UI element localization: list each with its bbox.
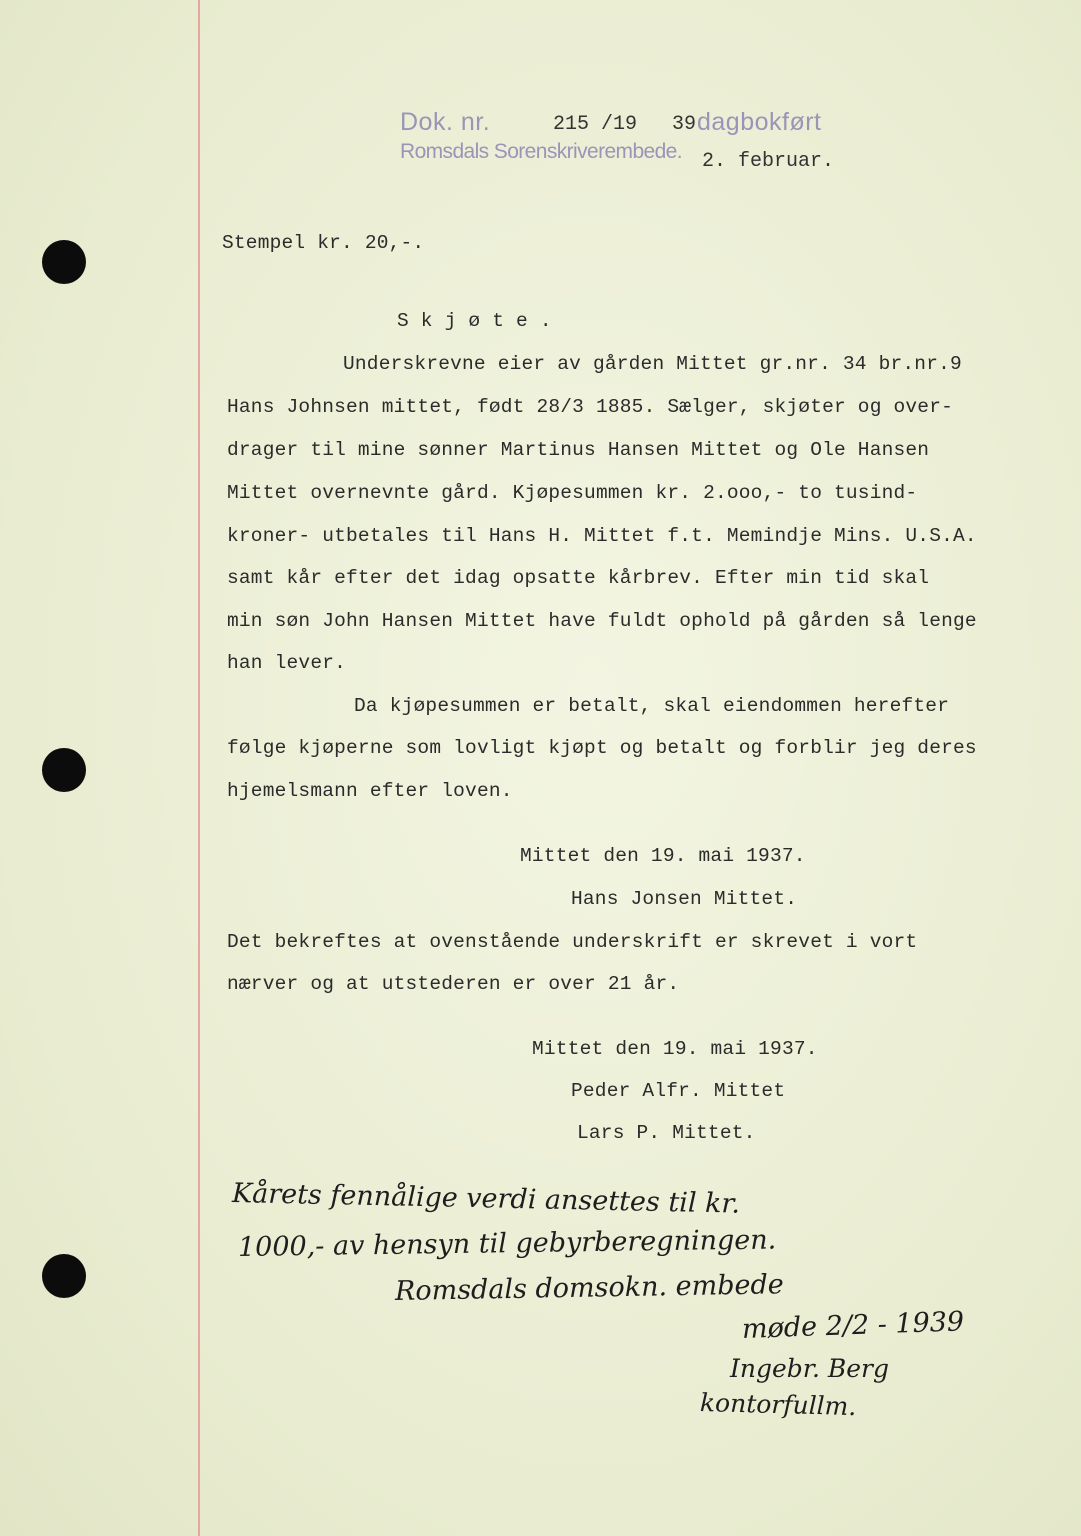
signature-place-date: Mittet den 19. mai 1937. [520,845,806,867]
margin-rule [198,0,200,1536]
body-line: følge kjøperne som lovligt kjøpt og betalt og forblir jeg deres [227,737,977,759]
stempel-line: Stempel kr. 20,-. [222,232,425,254]
body-line: min søn John Hansen Mittet have fuldt ophold på gården så lenge [227,610,977,632]
witness-line: Det bekreftes at ovenstående underskrift er skrevet i vort [227,931,918,953]
body-line: kroner- utbetales til Hans H. Mittet f.t. Memindje Mins. U.S.A. [227,525,977,547]
punch-hole-bottom [42,1254,86,1298]
handwritten-signature: Ingebr. Berg [730,1354,889,1383]
stamp-date: 2. februar. [702,150,835,173]
witness-name-1: Peder Alfr. Mittet [571,1080,786,1102]
stamp-dagbokfort: dagbokført [697,108,822,136]
handwritten-note-line: møde 2/2 - 1939 [741,1306,965,1345]
body-line: han lever. [227,652,347,674]
handwritten-note-line: Kårets fennålige verdi ansettes til kr. [231,1178,741,1220]
witness-line: nærver og at utstederen er over 21 år. [227,973,680,995]
stamp-dok-nr: Dok. nr. [400,108,491,136]
document-title: S k j ø t e . [397,310,552,332]
signer-name: Hans Jonsen Mittet. [571,888,798,910]
stamp-doc-number: 215 /19 [553,113,638,136]
witness-place-date: Mittet den 19. mai 1937. [532,1038,818,1060]
body-line: Da kjøpesummen er betalt, skal eiendommen herefter [354,695,950,717]
witness-name-2: Lars P. Mittet. [577,1122,756,1144]
body-line: drager til mine sønner Martinus Hansen Mittet og Ole Hansen [227,439,930,461]
body-line: Hans Johnsen mittet, født 28/3 1885. Sælger, skjøter og over- [227,396,954,418]
stamp-embede: Romsdals Sorenskriverembede. [400,140,682,163]
handwritten-title: kontorfullm. [699,1388,857,1422]
body-line: hjemelsmann efter loven. [227,780,513,802]
punch-hole-middle [42,748,86,792]
handwritten-note-line: Romsdals domsokn. embede [394,1269,784,1307]
body-line: Underskrevne eier av gården Mittet gr.nr. 34 br.nr.9 [343,353,962,375]
stamp-year: 39 [672,113,697,136]
body-line: Mittet overnevnte gård. Kjøpesummen kr. 2.ooo,- to tusind- [227,482,918,504]
body-line: samt kår efter det idag opsatte kårbrev. Efter min tid skal [227,567,930,589]
handwritten-note-line: 1000,- av hensyn til gebyrberegningen. [237,1224,777,1263]
punch-hole-top [42,240,86,284]
